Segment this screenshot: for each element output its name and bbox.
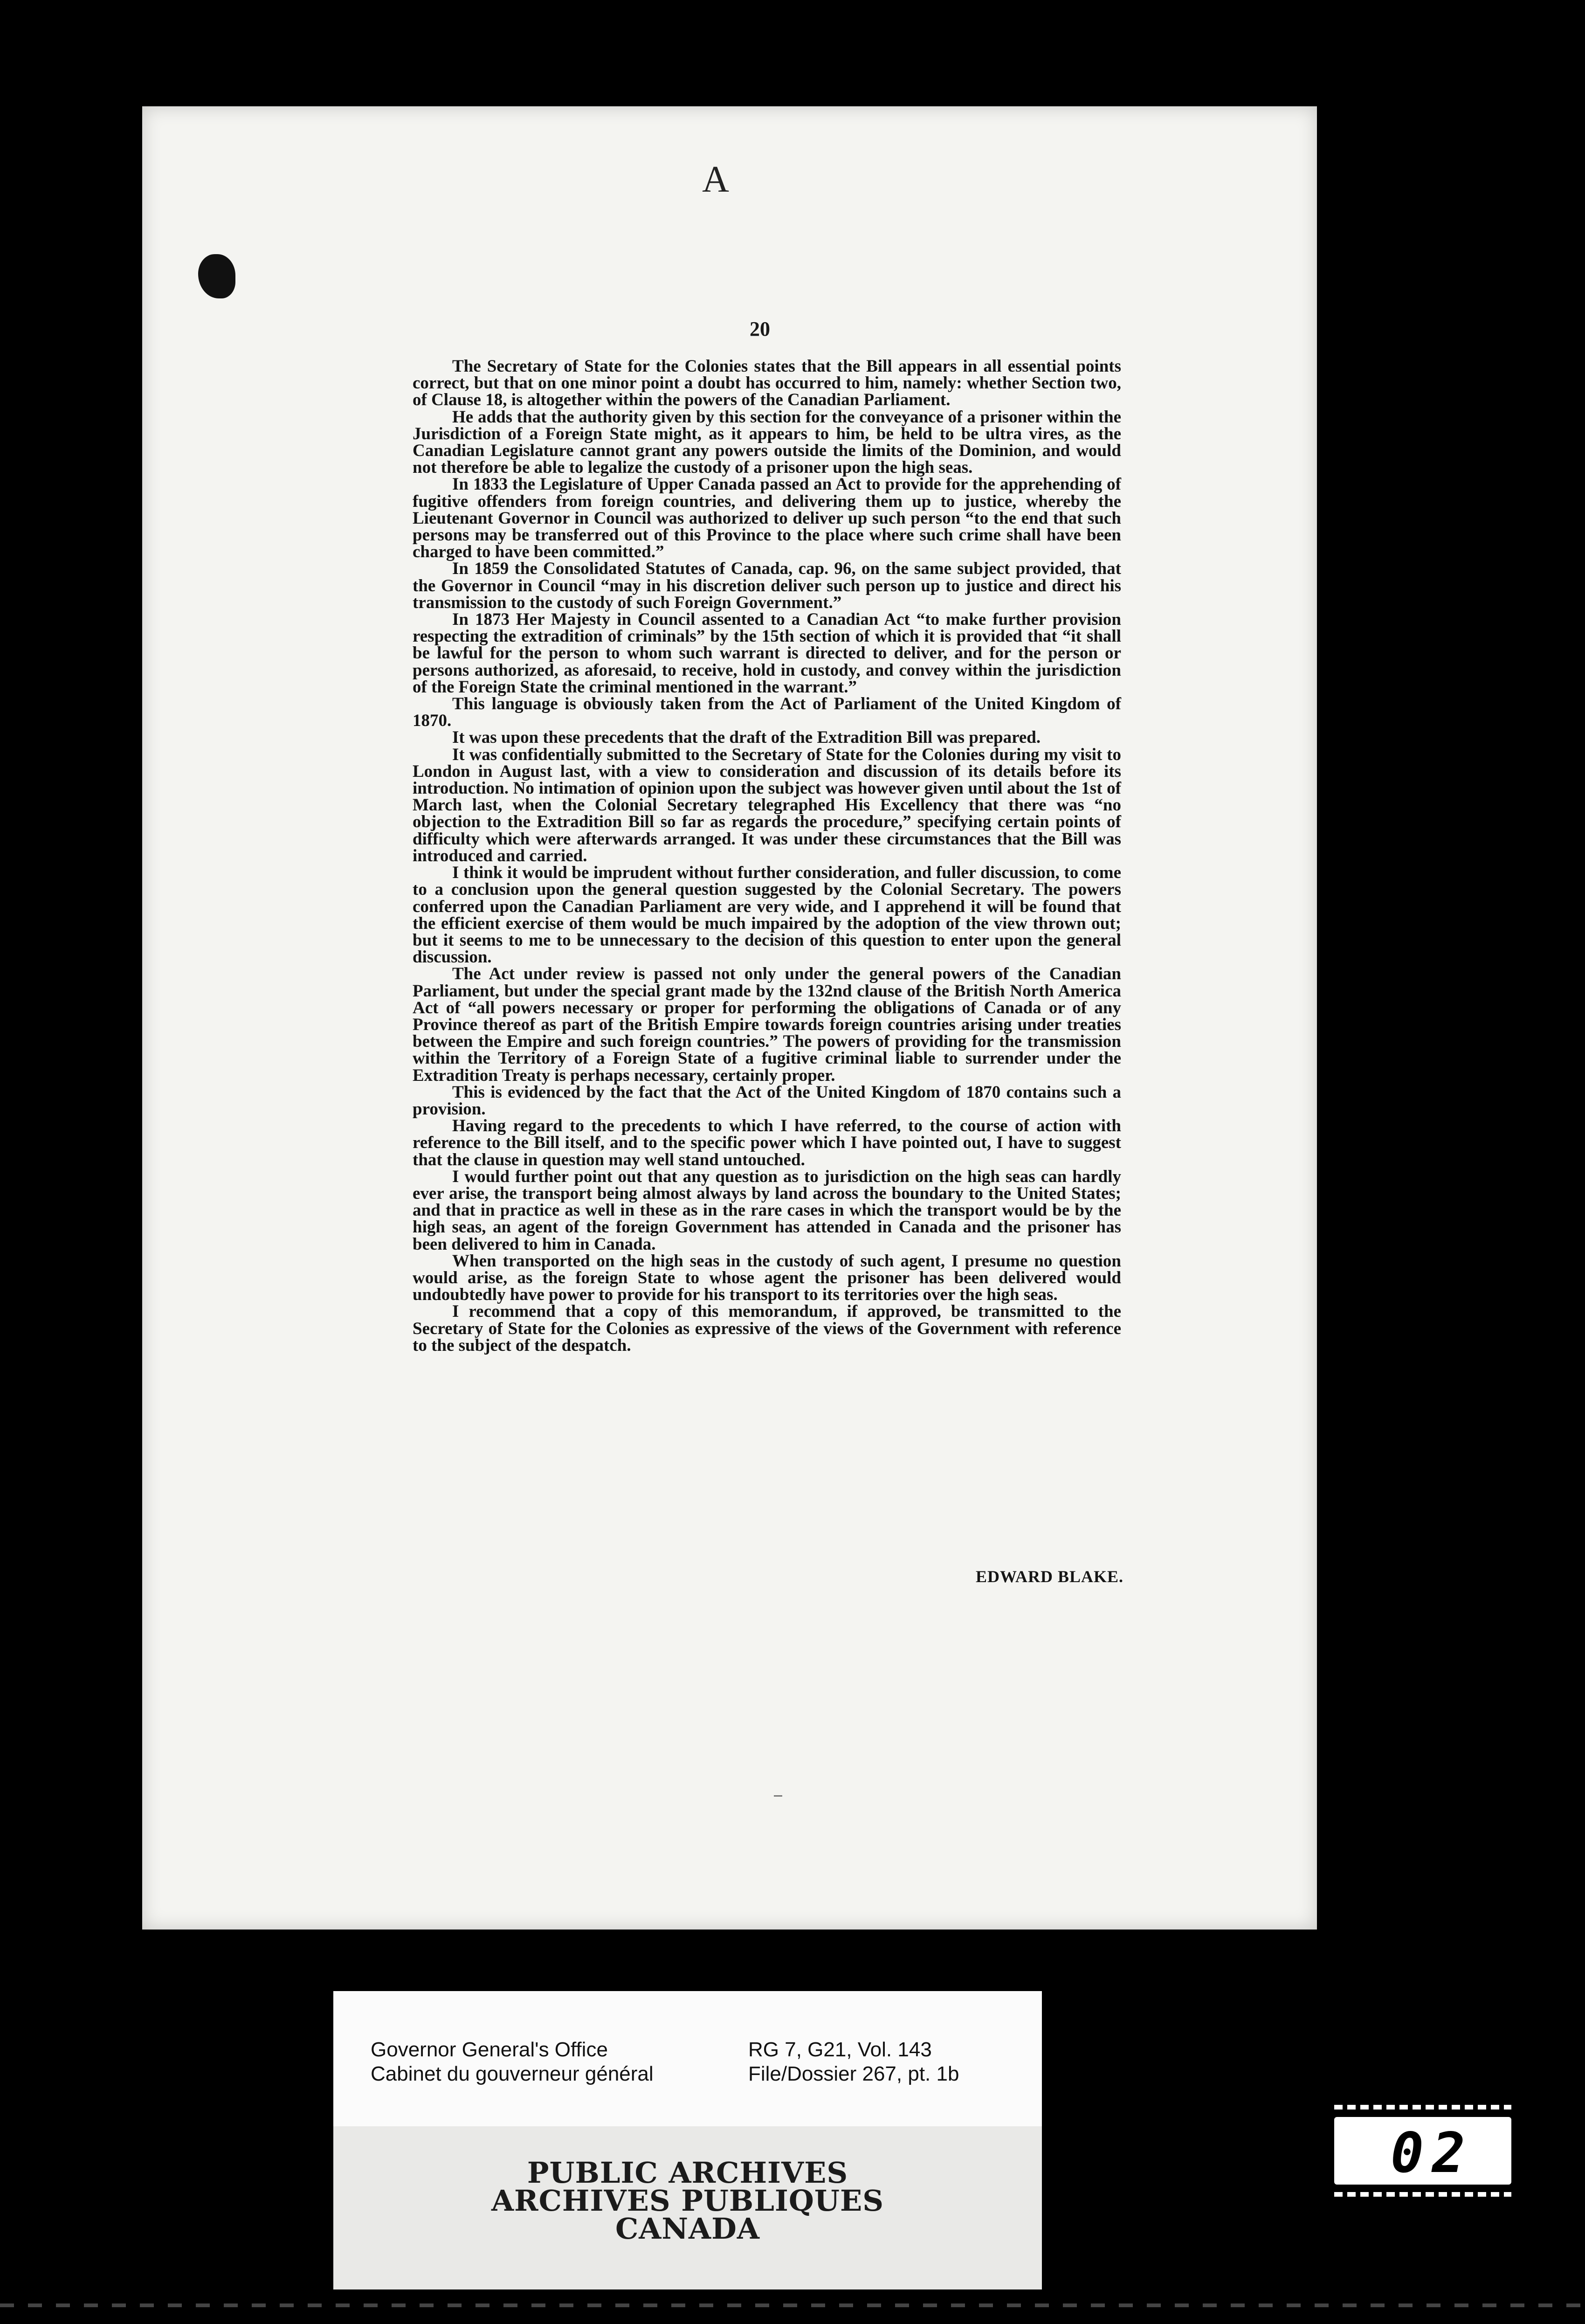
- paragraph: I would further point out that any question as to jurisdiction on the high seas can hardly ever arise, the transport being almost always by land across the boundary to the United States; and that in practice as well in these as in the rare cases in which the transport would be by the high seas, an agent of the foreign Government has attended in Canada and the prisoner has been delivered to him in Canada.: [413, 1167, 1121, 1254]
- paragraph: The Act under review is passed not only under the general powers of the Canadian Parliament, but under the special grant made by the 132nd clause of the British North America Act of “all powers necessary or proper for performing the obligations of Canada or of any Province thereof as part of the British Empire towards foreign countries arising under treaties between the Empire and such foreign countries.” The powers of providing for the transmission within the Territory of a Foreign State of a fugitive criminal liable to surrender under the Extradition Treaty is perhaps necessary, certainly proper.: [413, 964, 1121, 1085]
- office-english: Governor General's Office: [371, 2038, 608, 2061]
- paragraph: When transported on the high seas in the custody of such agent, I presume no question would arise, as the foreign State to whose agent the prisoner has been delivered would undoubtedly have power to provide for his transport to its territories over the high seas.: [413, 1251, 1121, 1305]
- paragraph: I think it would be imprudent without further consideration, and fuller discussion, to come to a conclusion upon the general question suggested by the Colonial Secretary. The powers conferred upon the Canadian Parliament are very wide, and I apprehend it will be found that the efficient exercise of them would be much impaired by the adoption of the view thrown out; but it seems to me to be unnecessary to the decision of this question to enter upon the general discussion.: [413, 863, 1121, 967]
- stamp-line-country: CANADA: [615, 2212, 760, 2246]
- record-group: RG 7, G21, Vol. 143: [748, 2038, 932, 2061]
- paragraph: The Secretary of State for the Colonies states that the Bill appears in all essential points correct, but that on one minor point a doubt has occurred to him, namely: whether Section two, of Clause 18, is altogether within the powers of the Canadian Parliament.: [413, 357, 1121, 410]
- paragraph: In 1859 the Consolidated Statutes of Canada, cap. 96, on the same subject provided, that the Governor in Council “may in his discretion deliver such person up to justice and direct his transmission to the custody of such Foreign Government.”: [413, 559, 1121, 612]
- paragraph: In 1833 the Legislature of Upper Canada passed an Act to provide for the apprehending of fugitive offenders from foreign countries, and delivering them up to justice, whereby the Lieutenant Governor in Council was authorized to deliver up such person “to the end that such persons may be transferred out of this Province to the place where such crime shall have been charged to have been committed.”: [413, 475, 1121, 562]
- stamp-line-english: PUBLIC ARCHIVES: [527, 2156, 848, 2190]
- file-number: File/Dossier 267, pt. 1b: [748, 2062, 959, 2085]
- paragraph: This is evidenced by the fact that the Act of the United Kingdom of 1870 contains such a provision.: [413, 1082, 1121, 1119]
- archive-office: [371, 2038, 654, 2086]
- memorandum-body: [413, 358, 1121, 1354]
- archive-label: [333, 1991, 1042, 2126]
- page-number: 20: [750, 318, 770, 340]
- paragraph: In 1873 Her Majesty in Council assented to a Canadian Act “to make further provision respecting the extradition of criminals” by the 15th section of which it is provided that “it shall be lawful for the person to whom such warrant is directed to deliver, and for the person or persons authorized, as aforesaid, to receive, hold in custody, and convey within the jurisdiction of the Foreign State the criminal mentioned in the warrant.”: [413, 610, 1121, 697]
- stray-mark: [774, 1795, 782, 1797]
- paragraph: It was confidentially submitted to the Secretary of State for the Colonies during my visit to London in August last, with a view to consideration and discussion of its details before its introduction. No intimation of opinion upon the subject was however given until about the 1st of March last, when the Colonial Secretary telegraphed His Excellency that there was “no objection to the Extradition Bill so far as regards the procedure,” specifying certain points of difficulty which were afterwards arranged. It was under these circumstances that the Bill was introduced and carried.: [413, 745, 1121, 865]
- signature: EDWARD BLAKE.: [975, 1567, 1123, 1586]
- corner-mark: A: [702, 159, 729, 200]
- office-french: Cabinet du gouverneur général: [371, 2062, 654, 2085]
- paragraph: He adds that the authority given by this section for the conveyance of a prisoner within the Jurisdiction of a Foreign State might, as it appears to him, be held to be ultra vires, as the Canadian Legislature cannot grant any powers outside the limits of the Dominion, and would not therefore be able to legalize the custody of a prisoner upon the high seas.: [413, 407, 1121, 477]
- stamp-text: [333, 2156, 1042, 2246]
- frame-number-text: 02: [1390, 2121, 1474, 2185]
- paragraph: I recommend that a copy of this memorandum, if approved, be transmitted to the Secretary of State for the Colonies as expressive of the views of the Government with reference to the subject of the despatch.: [413, 1302, 1121, 1355]
- archives-stamp: [333, 2126, 1042, 2289]
- film-edge: [0, 2303, 1585, 2307]
- film-frame-number: [1334, 2117, 1511, 2185]
- archive-reference: [748, 2038, 959, 2086]
- film-perforation: [1334, 2105, 1511, 2110]
- film-perforation: [1334, 2192, 1511, 2197]
- paragraph: This language is obviously taken from the Act of Parliament of the United Kingdom of 1870.: [413, 694, 1121, 731]
- stamp-line-french: ARCHIVES PUBLIQUES: [491, 2184, 884, 2218]
- paragraph: Having regard to the precedents to which I have referred, to the course of action with reference to the Bill itself, and to the specific power which I have pointed out, I have to suggest that the clause in question may well stand untouched.: [413, 1116, 1121, 1169]
- paragraph: It was upon these precedents that the draft of the Extradition Bill was prepared.: [452, 728, 1041, 747]
